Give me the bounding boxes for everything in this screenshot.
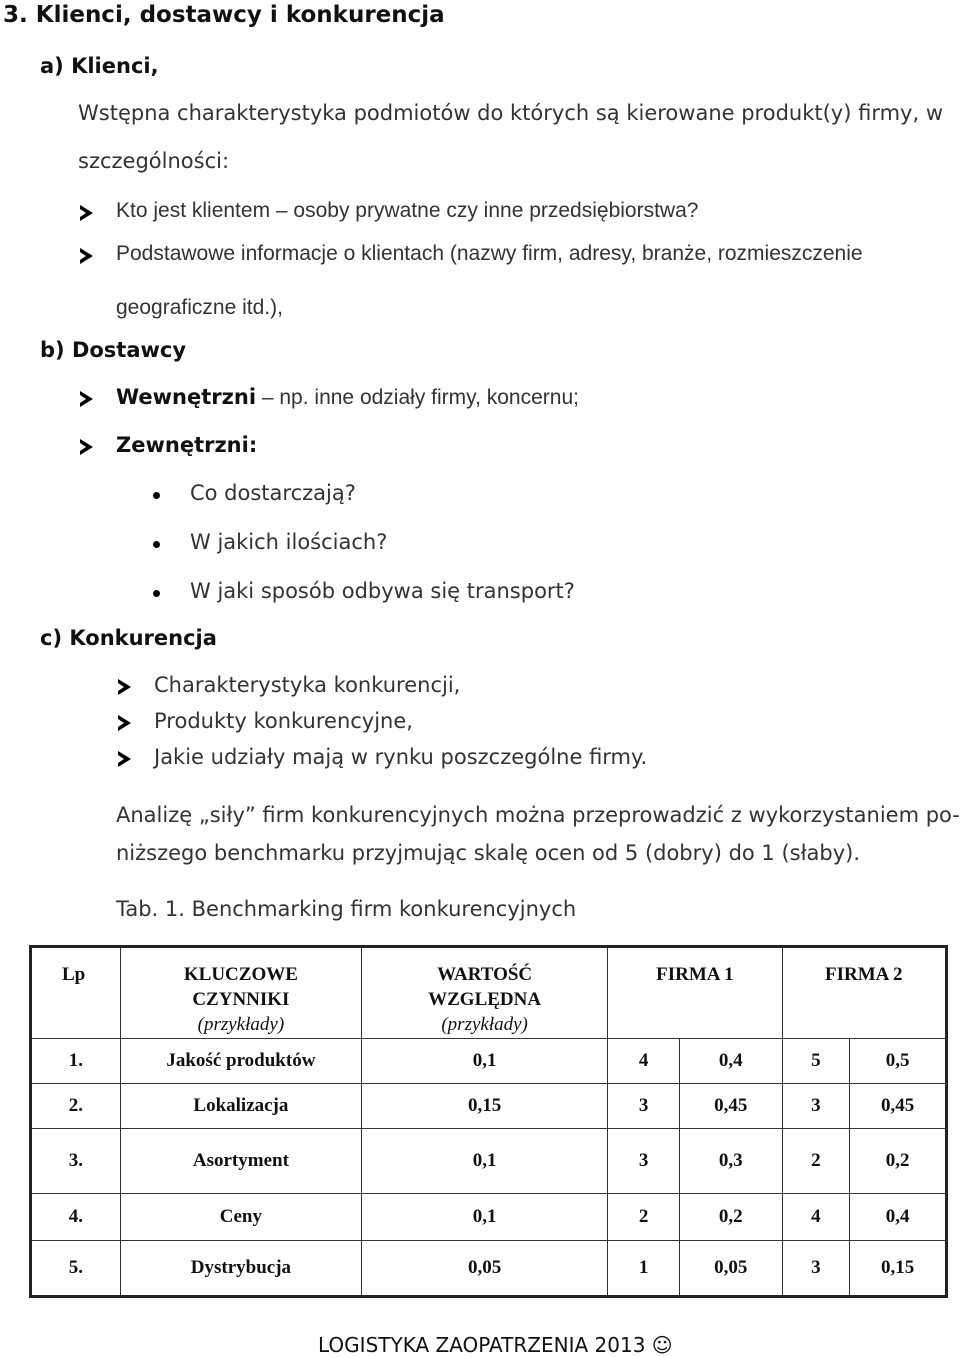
cell-factor: Jakość produktów: [120, 1039, 361, 1084]
cell-firm1-score: 4: [608, 1039, 680, 1084]
cell-factor: Ceny: [120, 1194, 361, 1241]
cell-firm2-score: 5: [782, 1039, 850, 1084]
list-item: W jakich ilościach?: [190, 530, 388, 554]
paragraph-line: Analizę „siły” firm konkurencyjnych można przeprowadzić z wykorzystaniem po-: [116, 803, 960, 827]
cell-firm1-weighted: 0,05: [679, 1241, 782, 1297]
col-header-lp: Lp: [31, 947, 121, 1039]
cell-firm2-weighted: 0,4: [850, 1194, 947, 1241]
list-item: Kto jest klientem – osoby prywatne czy inne przedsiębiorstwa?: [116, 199, 699, 222]
list-item: Podstawowe informacje o klientach (nazwy firm, adresy, branże, rozmieszczenie: [116, 242, 863, 265]
bullet-dot-icon: [153, 590, 160, 597]
cell-factor: Asortyment: [120, 1129, 361, 1194]
cell-weight: 0,1: [362, 1194, 608, 1241]
cell-firm2-weighted: 0,45: [850, 1084, 947, 1129]
arrow-bullet-icon: [118, 679, 131, 695]
table-row: [31, 1039, 947, 1084]
cell-firm1-weighted: 0,45: [679, 1084, 782, 1129]
section-c-title: c) Konkurencja: [40, 626, 217, 650]
arrow-bullet-icon: [80, 391, 93, 407]
cell-firm2-score: 3: [782, 1241, 850, 1297]
col-header-value: WARTOŚĆ WZGLĘDNA (przykłady): [362, 947, 608, 1039]
bullet-dot-icon: [153, 541, 160, 548]
paragraph-line: niższego benchmarku przyjmując skalę ocen od 5 (dobry) do 1 (słaby).: [116, 841, 861, 865]
cell-firm1-weighted: 0,3: [679, 1129, 782, 1194]
arrow-bullet-icon: [118, 751, 131, 767]
internal-suppliers-desc: – np. inne odziały firmy, koncernu;: [256, 386, 579, 409]
cell-weight: 0,1: [362, 1039, 608, 1084]
col-header-firm1: FIRMA 1: [608, 947, 782, 1039]
section-heading: 3. Klienci, dostawcy i konkurencja: [3, 2, 445, 28]
table-row: [31, 1084, 947, 1129]
cell-lp: 1.: [31, 1039, 121, 1084]
table-header-row: [31, 947, 947, 1039]
cell-firm1-weighted: 0,2: [679, 1194, 782, 1241]
cell-firm2-score: 3: [782, 1084, 850, 1129]
section-a-desc-line2: szczególności:: [78, 149, 230, 173]
cell-firm2-weighted: 0,15: [850, 1241, 947, 1297]
bullet-dot-icon: [153, 492, 160, 499]
table-caption: Tab. 1. Benchmarking firm konkurencyjnych: [116, 897, 577, 921]
cell-weight: 0,1: [362, 1129, 608, 1194]
cell-lp: 2.: [31, 1084, 121, 1129]
section-a-desc-line1: Wstępna charakterystyka podmiotów do których są kierowane produkt(y) firmy, w: [78, 101, 943, 125]
list-item: Charakterystyka konkurencji,: [154, 673, 461, 697]
cell-firm1-score: 3: [608, 1129, 680, 1194]
arrow-bullet-icon: [80, 205, 93, 221]
benchmark-table: [29, 945, 948, 1298]
cell-firm1-score: 2: [608, 1194, 680, 1241]
table-row: [31, 1194, 947, 1241]
section-b-title: b) Dostawcy: [40, 338, 187, 362]
cell-weight: 0,05: [362, 1241, 608, 1297]
cell-firm1-score: 1: [608, 1241, 680, 1297]
arrow-bullet-icon: [80, 248, 93, 264]
col-header-firm2: FIRMA 2: [782, 947, 946, 1039]
col-header-factors: KLUCZOWE CZYNNIKI (przykłady): [120, 947, 361, 1039]
section-a-title: a) Klienci,: [40, 54, 159, 78]
arrow-bullet-icon: [118, 715, 131, 731]
cell-firm1-score: 3: [608, 1084, 680, 1129]
list-item: W jaki sposób odbywa się transport?: [190, 579, 575, 603]
cell-firm2-weighted: 0,5: [850, 1039, 947, 1084]
arrow-bullet-icon: [80, 439, 93, 455]
internal-suppliers-label: Wewnętrzni: [116, 385, 257, 409]
list-item: Co dostarczają?: [190, 481, 356, 505]
cell-weight: 0,15: [362, 1084, 608, 1129]
table-row: [31, 1129, 947, 1194]
cell-factor: Lokalizacja: [120, 1084, 361, 1129]
cell-firm2-score: 2: [782, 1129, 850, 1194]
table-row: [31, 1241, 947, 1297]
cell-firm2-score: 4: [782, 1194, 850, 1241]
cell-firm1-weighted: 0,4: [679, 1039, 782, 1084]
list-item: Produkty konkurencyjne,: [154, 709, 413, 733]
page-footer: LOGISTYKA ZAOPATRZENIA 2013 ☺: [318, 1333, 673, 1357]
list-item: Jakie udziały mają w rynku poszczególne firmy.: [154, 745, 648, 769]
list-item-continuation: geograficzne itd.),: [116, 296, 283, 319]
cell-factor: Dystrybucja: [120, 1241, 361, 1297]
cell-lp: 5.: [31, 1241, 121, 1297]
cell-firm2-weighted: 0,2: [850, 1129, 947, 1194]
external-suppliers-label: Zewnętrzni:: [116, 433, 258, 457]
cell-lp: 4.: [31, 1194, 121, 1241]
cell-lp: 3.: [31, 1129, 121, 1194]
